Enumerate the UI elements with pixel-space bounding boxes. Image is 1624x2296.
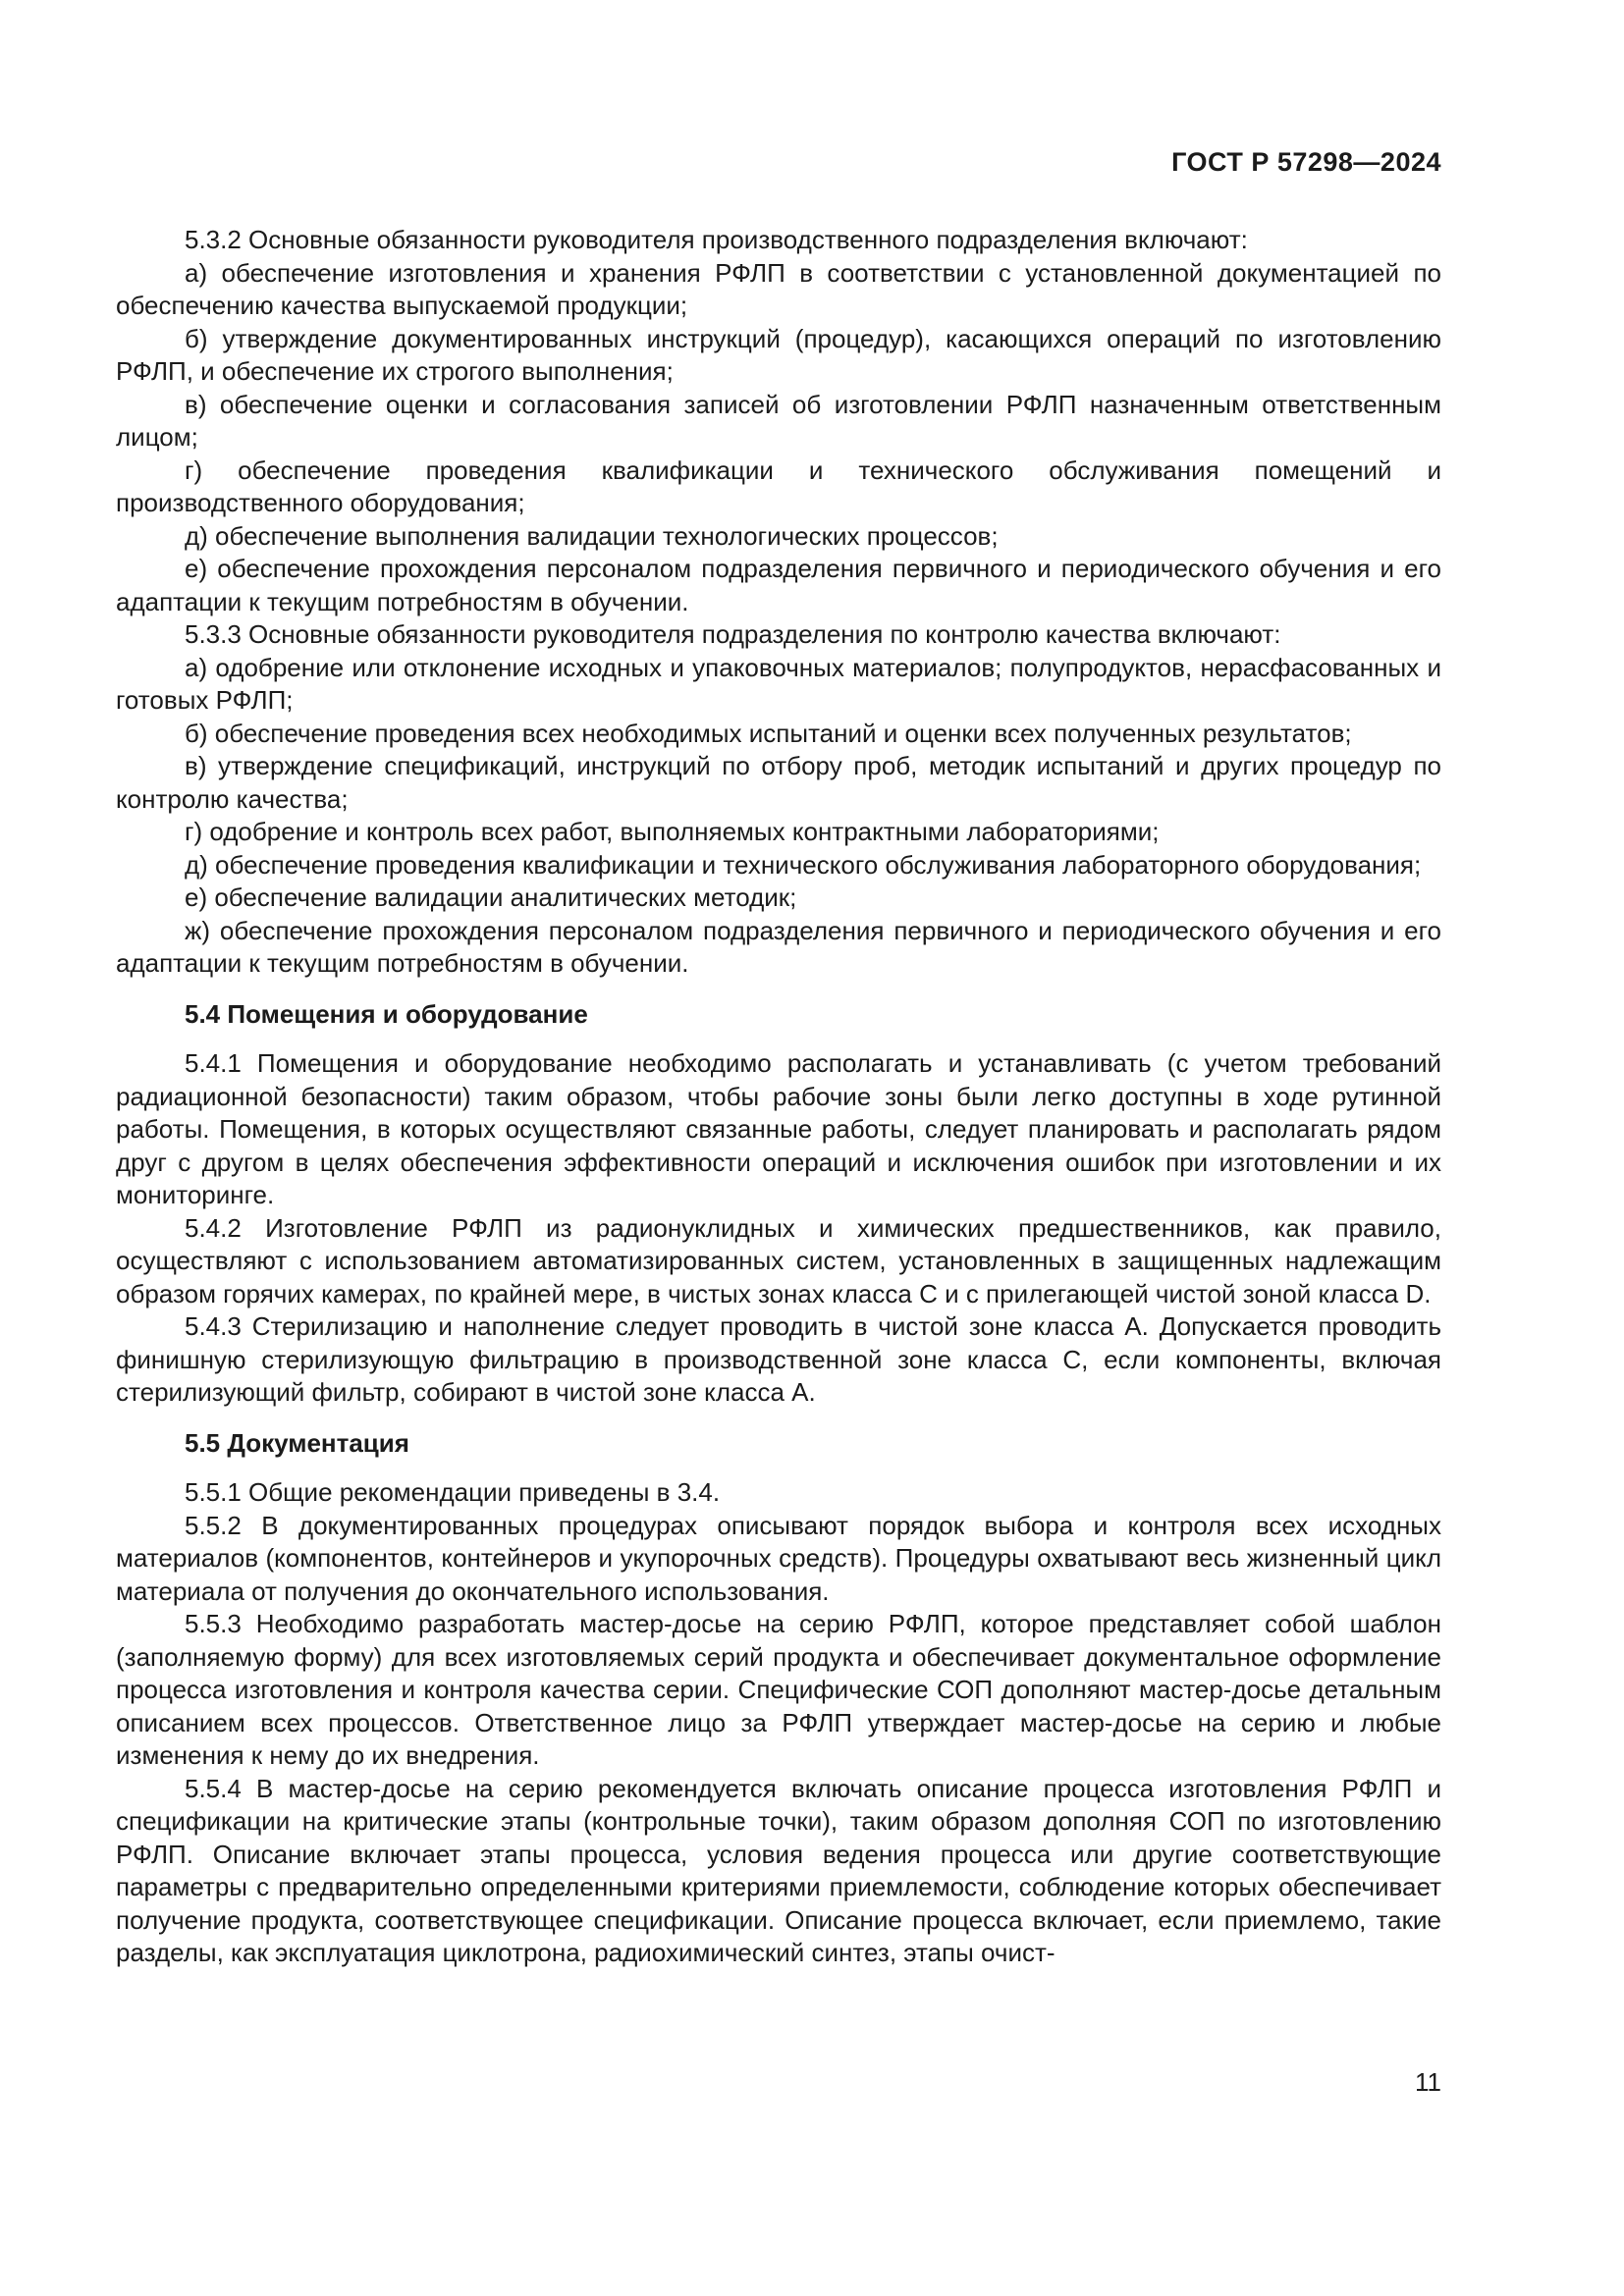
page-number: 11 [1415, 2067, 1441, 2097]
paragraph: ж) обеспечение прохождения персоналом подразделения первичного и периодического обучения и его адаптации к текущим потребностям в обучении. [116, 915, 1441, 978]
paragraph: б) обеспечение проведения всех необходимых испытаний и оценки всех полученных результатов; [185, 718, 1352, 748]
paragraph: д) обеспечение проведения квалификации и технического обслуживания лабораторного оборудования; [185, 849, 1422, 880]
paragraph: д) обеспечение выполнения валидации технологических процессов; [185, 520, 999, 551]
document-body [116, 224, 1441, 1970]
paragraph: 5.3.3 Основные обязанности руководителя подразделения по контролю качества включают: [185, 619, 1281, 649]
paragraph: 5.5.4 В мастер-досье на серию рекомендуется включать описание процесса изготовления РФЛП и спецификации на критические этапы (контрольные точки), таким образом дополняя СОП по изготовлению РФЛП. Описание включает этапы процесса, условия ведения процесса или другие соответствующие параметры с предварительно определенными критериями приемлемости, соблюдение которых обеспечивает получение продукта, соответствующее спецификации. Описание процесса включает, если приемлемо, такие разделы, как эксплуатация циклотрона, радиохимический синтез, этапы очист- [116, 1773, 1441, 1967]
paragraph: 5.4.3 Стерилизацию и наполнение следует проводить в чистой зоне класса А. Допускается проводить финишную стерилизующую фильтрацию в производственной зоне класса С, если компоненты, включая стерилизующий фильтр, собирают в чистой зоне класса А. [116, 1311, 1441, 1407]
paragraph: е) обеспечение прохождения персоналом подразделения первичного и периодического обучения и его адаптации к текущим потребностям в обучении. [116, 554, 1441, 616]
paragraph: г) обеспечение проведения квалификации и технического обслуживания помещений и производственного оборудования; [116, 454, 1441, 517]
running-header-doc-code: ГОСТ Р 57298—2024 [1171, 147, 1441, 177]
paragraph: г) одобрение и контроль всех работ, выполняемых контрактными лабораториями; [185, 817, 1160, 846]
paragraph: 5.5.1 Общие рекомендации приведены в 3.4. [185, 1477, 721, 1507]
section-heading: 5.5 Документация [185, 1427, 409, 1458]
paragraph: а) обеспечение изготовления и хранения РФЛП в соответствии с установленной документацией по обеспечению качества выпускаемой продукции; [116, 257, 1441, 320]
paragraph: 5.4.2 Изготовление РФЛП из радионуклидных и химических предшественников, как правило, осуществляют с использованием автоматизированных систем, установленных в защищенных надлежащим образом горячих камерах, по крайней мере, в чистых зонах класса С и с прилегающей чистой зоной класса D. [116, 1212, 1441, 1308]
paragraph: б) утверждение документированных инструкций (процедур), касающихся операций по изготовлению РФЛП, и обеспечение их строгого выполнения; [116, 323, 1441, 386]
paragraph: 5.5.2 В документированных процедурах описывают порядок выбора и контроля всех исходных материалов (компонентов, контейнеров и укупорочных средств). Процедуры охватывают весь жизненный цикл материала от получения до окончательного использования. [116, 1510, 1441, 1606]
paragraph: 5.5.3 Необходимо разработать мастер-досье на серию РФЛП, которое представляет собой шаблон (заполняемую форму) для всех изготовляемых серий продукта и обеспечивает документальное оформление процесса изготовления и контроля качества серии. Специфические СОП дополняют мастер-досье детальным описанием всех процессов. Ответственное лицо за РФЛП утверждает мастер-досье на серию и любые изменения к нему до их внедрения. [116, 1609, 1441, 1770]
paragraph: в) обеспечение оценки и согласования записей об изготовлении РФЛП назначенным ответственным лицом; [116, 389, 1441, 452]
paragraph: е) обеспечение валидации аналитических методик; [185, 882, 797, 912]
paragraph: а) одобрение или отклонение исходных и упаковочных материалов; полупродуктов, нерасфасованных и готовых РФЛП; [116, 652, 1441, 715]
paragraph: в) утверждение спецификаций, инструкций по отбору проб, методик испытаний и других процедур по контролю качества; [116, 751, 1441, 814]
paragraph: 5.4.1 Помещения и оборудование необходимо располагать и устанавливать (с учетом требований радиационной безопасности) таким образом, чтобы рабочие зоны были легко доступны в ходе рутинной работы. Помещения, в которых осуществляют связанные работы, следует планировать и располагать рядом друг с другом в целях обеспечения эффективности операций и исключения ошибок при изготовлении и их мониторинге. [116, 1048, 1441, 1209]
paragraph: 5.3.2 Основные обязанности руководителя производственного подразделения включают: [185, 225, 1248, 254]
section-heading: 5.4 Помещения и оборудование [185, 998, 588, 1029]
